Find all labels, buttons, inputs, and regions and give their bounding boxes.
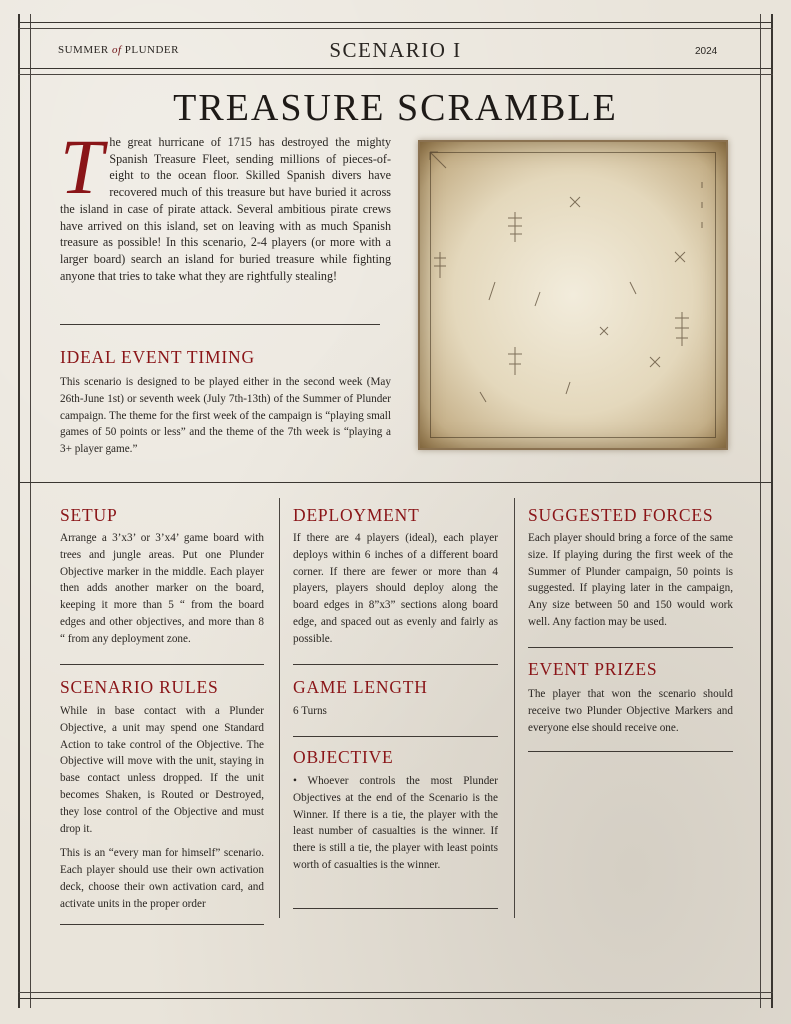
scenario-rules-heading: SCENARIO RULES	[60, 677, 219, 697]
event-prizes-divider	[528, 751, 733, 752]
setup-text: Arrange a 3’x3’ or 3’x4’ game board with trees and jungle areas. Put one Plunder Objective marker in the middle. Each player then adds another marker on the board, keeping it more than 5 “ from the board edges and other objectives, and more than 8 “ from any deployment zone.	[60, 532, 264, 645]
scenario-rules-paragraph-1: While in base contact with a Plunder Objective, a unit may spend one Standard Action to take control of the Objective. The Objective will move with the unit, staying in base contact unless dropped. If the unit becomes Shaken, is Routed or Destroyed, they lose control of the Objective and must drop it.	[60, 705, 264, 835]
scenario-rules-text	[60, 703, 264, 913]
deployment-divider	[293, 664, 498, 665]
column-divider-2	[514, 498, 515, 918]
suggested-forces-heading: SUGGESTED FORCES	[528, 505, 714, 525]
intro-paragraph	[60, 123, 391, 284]
header-series-post: PLUNDER	[121, 44, 179, 56]
deployment-heading: DEPLOYMENT	[293, 505, 420, 525]
frame-top-rule-inner	[18, 28, 773, 29]
ideal-timing-text: This scenario is designed to be played either in the second week (May 26th-June 1st) or seventh week (July 7th-13th) of the Summer of Plunder campaign. The theme for the first week of the campaign is “playing small games of 50 points or less” and the theme of the 7th week is “playing a 3+ player game.”	[60, 376, 391, 456]
treasure-map-image	[418, 140, 728, 450]
suggested-forces-divider	[528, 647, 733, 648]
objective-text: • Whoever controls the most Plunder Objectives at the end of the Scenario is the Winner. If there is a tie, the player with the least number of casualties is the winner. If there is still a tie, the player with least points worth of casualties is the winner.	[293, 775, 498, 871]
setup-heading: SETUP	[60, 505, 118, 525]
header-year: 2024	[695, 46, 718, 57]
intro-divider	[60, 324, 380, 325]
column-divider-1	[279, 498, 280, 918]
frame-bottom-rule-inner	[18, 992, 773, 993]
game-length-divider	[293, 736, 498, 737]
game-length-text: 6 Turns	[293, 705, 327, 717]
event-prizes-heading: EVENT PRIZES	[528, 659, 658, 679]
mid-rule	[18, 482, 773, 483]
header-bottom-rule-inner	[18, 74, 773, 75]
page-title: TREASURE SCRAMBLE	[173, 87, 618, 129]
event-prizes-text: The player that won the scenario should receive two Plunder Objective Markers and everyone else should receive one.	[528, 688, 733, 734]
header-scenario-number: SCENARIO I	[329, 38, 462, 62]
setup-divider	[60, 664, 264, 665]
objective-heading: OBJECTIVE	[293, 747, 394, 767]
intro-text: he great hurricane of 1715 has destroyed the mighty Spanish Treasure Fleet, sending millions of pieces-of-eight to the ocean floor. Skilled Spanish divers have recovered much of this treasure but have buried it across the island in case of pirate attack. Several ambitious pirate crews have arrived on this island, set on leaving with as much Spanish treasure as possible! In this scenario, 2-4 players (or more with a larger board) search an island for buried treasure while fighting anyone that tries to take what they are rightfully stealing!	[60, 135, 391, 283]
header-bottom-rule	[18, 68, 773, 69]
header-series-pre: SUMMER	[58, 44, 112, 56]
frame-bottom-rule	[18, 998, 773, 999]
scenario-rules-paragraph-2: This is an “every man for himself” scenario. Each player should use their own activation deck, choose their own activation card, and activate units in the proper order	[60, 847, 264, 910]
intro-dropcap: T	[60, 123, 104, 210]
ideal-timing-heading: IDEAL EVENT TIMING	[60, 347, 255, 367]
suggested-forces-text: Each player should bring a force of the same size. If playing during the first week of the Summer of Plunder campaign, 50 points is suggested. If playing later in the campaign, Any size between 50 and 150 would work well. Any faction may be used.	[528, 532, 733, 628]
scenario-rules-divider	[60, 924, 264, 925]
map-markings-icon	[420, 142, 726, 448]
game-length-heading: GAME LENGTH	[293, 677, 428, 697]
deployment-text: If there are 4 players (ideal), each player deploys within 6 inches of a different board corner. If there are fewer or more than 4 players, players should deploy along the board edges in 8”x3” sections along board edge, and spaced out as evenly and fairly as possible.	[293, 532, 498, 645]
objective-divider	[293, 908, 498, 909]
header-series-of: of	[111, 44, 122, 56]
frame-top-rule	[18, 22, 773, 23]
